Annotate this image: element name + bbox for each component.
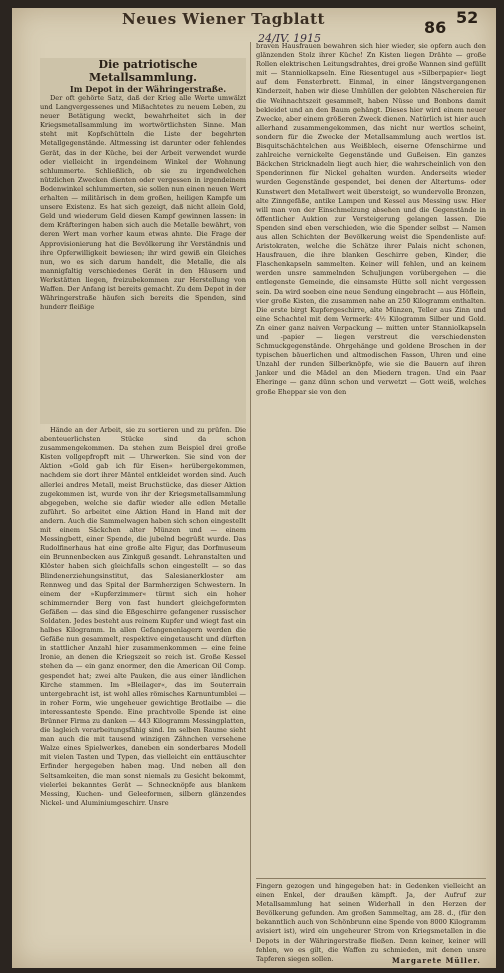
archive-number: 52	[456, 8, 479, 27]
author-signature: Margarete Müller.	[392, 956, 481, 965]
newspaper-title: Neues Wiener Tagblatt	[122, 10, 325, 28]
column-c-text: braven Hausfrauen bewahren sich hier wieder, sie opfern auch den glänzenden Stolz ihrer Küche! Zn Kisten liegen Drähte — große Rollen elektrischen Leitungsdrahtes, drei große Wannen sind gefüllt mit — Stanniolkapseln. Eine Riesentugel aus »Silberpapier« liegt auf dem Fensterbrett. Einmal, in einer längstvergangenen Kinderzeit, haben wir diese Umhüllen der gelobten Näschereien für die Weihnachtszeit gesammelt, haben Nüsse und Bonbons damit bekleidet und an den Baum gehängt. Dieses hier wird einem neuer Zwecke, aber einem größeren Zweck dienen. Natürlich ist hier auch allerhand zusammengekommen, das nicht nur wertlos scheint, sondern für die Zwecke der Metallsammlung auch wertlos ist. Bisquitschächtelchen aus Weißblech, eiserne Ofenschirme und zahlreiche vernickelte Gegenstände und Gußeisen. Ein ganzes Bäckchen Stricknadeln liegt auch hier, die wahrscheinlich von den Spenderinnen für Nickel gehalten wurden. Anderseits wieder wurden Gegenstände gespendet, bei denen der Altertums- oder Kunstwert den Metallwert weit übersteigt, so wundervolle Bronzen, alte Zinngefäße, antike Lampen und Kessel aus Messing usw. Hier will man von der Einschmelzung absehen und die Gegenstände in öffentlicher Auktion zur Versteigerung gelangen lassen. Die Spenden sind eben verschieden, wie die Spender selbst — Namen aus allen Schichten der Bevölkerung weist die Spendenliste auf: Aristokraten, welche die Schätze ihrer Palais nicht schonen, Hausfrauen, die ihre blanken Geschirre geben, Kinder, die Flaschenkapseln sammelten. Keiner will fehlen, und an keinem werden unsre sammelnden Schuljungen vorübergehen — die entlegenste Gemeinde, die einsamste Hütte soll nicht vergessen sein. Da wird soeben eine neue Sendung eingebracht — aus Höflein, vier große Kisten, die zusammen nahe an 250 Kilogramm enthalten. Die erste birgt Kupfergeschirre, alte Münzen, Teller aus Zinn und eine Schachtel mit dem Vermerk: 4½ Kilogramm Silber und Gold. Zn einer ganz naiven Verpackung — mitten unter Stanniolkapseln und -papier — liegen verstreut die verschiedensten Schmuckgegenstände. Ohrgehänge und goldene Broschen in der typischen bäuerlichen und altmodischen Fasson, Uhren und eine Unzahl der runden Silberknöpfe, wie sie die Bauern auf ihren Janker und die Mädel an den Miedern tragen. Und ein Paar Eheringe — ganz dünn schon und verwetzt — Gott weiß, welches große Eheppar sie von den	[256, 42, 486, 396]
column-b-text: Hände an der Arbeit, sie zu sortieren und zu prüfen. Die abenteuerlichsten Stücke sind da schon zusammengekommen. Da stehen zum Beispiel drei große Kisten vollgepfropft mit — Uhrwerken. Sie sind von der Aktion »Gold gab ich für Eisen« herübergekommen, nachdem sie dort ihrer Mäntel entkleidet worden sind. Auch allerlei andres Metall, meist Bruchstücke, das dieser Aktion zugekommen ist, wurde von ihr der Kriegsmetallsammlung abgegeben, welche sie dafür wieder alle edlen Metalle zuführt. So arbeitet eine Aktion Hand in Hand mit der andern. Auch die Sammelwagen haben sich schon eingestellt mit einem Säckchen alter Münzen und — einem Messingbett, einer Spende, die jubelnd begrüßt wurde. Das Rudolfinerhaus hat eine große alte Figur, das Dorfmuseum ein Brunnenbecken aus Zinkguß gesandt. Lehranstalten und Klöster haben sich gleichfalls schon eingestellt — so das Blindenerziehungsinstitut, das Salesianerkloster am Rennweg und das Spital der Barmherzigen Schwestern. In einem der »Kupferzimmer« türmt sich ein hoher schimmernder Berg von fast hundert gleichgeformten Gefäßen — das sind die Eßgeschirre gefangener russischer Soldaten. Jedes besteht aus reinem Kupfer und wiegt fast ein halbes Kilogramm. In allen Gefangenenlagern werden die Gefäße nun gesammelt, respektive eingetauscht und dürften in stattlicher Anzahl hier zusammenkommen — eine feine Ironie, an denen die Kriegszeit so reich ist. Große Kessel stehen da — ein ganz enormer, den die American Oil Comp. gespendet hat; zwei alte Pauken, die aus einer ländlichen Kirche stammen. Im »Bleilager«, das im Souterrain untergebracht ist, ist wohl alles römisches Karnuntumblei — in roher Form, wie ungeheuer gewichtige Brotlaibe — die interessanteste Spende. Eine prachtvolle Spende ist eine Brünner Firma zu danken — 443 Kilogramm Messingplatten, die lagleich verarbeitungsfähig sind. Im selben Raume sieht man auch die mit tausend winzigen Zähnchen versehene Walze eines Spielwerkes, daneben ein sonderbares Modell mit vielen Tasten und Typen, das vielleicht ein enttäuschter Erfinder hergegeben haben mag. Und neben all den Seltsamkeiten, die man sonst niemals zu Gesicht bekommt, vielerlei bekanntes Gerät — Schnecknöpfe aus blankem Messing, Kuchen- und Geleeformen, silbern glänzendes Nickel- und Aluminiumgeschirr. Unsre	[40, 426, 246, 807]
section-divider	[256, 878, 486, 879]
article-headline: Die patriotische Metallsammlung.	[88, 58, 198, 84]
article-column-b	[40, 426, 246, 966]
article-column-c	[256, 42, 486, 878]
column-d-text: Fingern gezogen und hingegeben hat: in Gedenken vielleicht an einen Enkel, der draußen kämpft. Ja, der Aufruf zur Metallsammlung hat seinen Widerhall in den Herzen der Bevölkerung gefunden. Am großen Sammeltag, am 28. d., (für den bekanntlich auch von Schönbrunn eine Spende von 8000 Kilogramm avisiert ist), wird ein ungeheurer Strom von Kriegsmetallen in die Depots in der Währingerstraße fließen. Denn keiner, keiner will fehlen, wo es gilt, die Waffen zu schmieden, mit denen unsre Tapferen siegen sollen.	[256, 882, 486, 963]
column-divider	[250, 42, 251, 942]
column-a-text: Der oft gehörte Satz, daß der Krieg alle Werte umwälzt und Langvergessenes und Mißachtetes zu neuem Leben, zu neuer Betätigung weckt, bewahrheitet sich in der Kriegsmetallsammlung im wortwörtlichsten Sinne. Man steht mit Kopfschütteln die Liste der begehrten Metallgegenstände. Altmessing ist darunter oder fehlendes Gerät, das in der Küche, bei der Arbeit verwendet wurde oder vielleicht in irgendeinem Winkel der Wohnung schlummerte. Schließlich, ob sie zu irgendwelchen nützlichen Zwecken dienten oder vergessen in irgendeinem Bodenwinkel schlummerten, sie sollen nun einen neuen Wert erhalten — militärisch in dem großen, heiligen Kampfe um unsere Existenz. Es hat sich gezeigt, daß nicht allein Gold, Geld und wiederum Geld diesen Kampf gewinnen lassen: in dem Kräfteringen haben sich auch die Metalle bewährt, von deren Wert man vorher kaum etwas ahnte. Die Frage der Approvisionierung hat die Bevölkerung ihr Verständnis und ihre Opferwilligkeit bewiesen; ihr wird gewiß ein Gleiches nun, wo es sich darum handelt, die Metalle, die als mannigfaltig verschiedenes Gerät in den Häusern und Werkstätten liegen, freizubekommen zur Herstellung von Waffen. Der Anfang ist bereits gemacht. Zu dem Depot in der Währingerstraße häufen sich bereits die Spenden, sind hunderr fleißige	[40, 94, 246, 312]
article-column-a	[40, 58, 246, 424]
article-subheadline: Im Depot in der Währingerstraße.	[69, 84, 227, 94]
newspaper-clipping	[12, 8, 496, 968]
handwritten-date: 24/IV. 1915	[258, 32, 322, 45]
page-number: 86	[424, 18, 447, 37]
masthead	[12, 8, 496, 37]
